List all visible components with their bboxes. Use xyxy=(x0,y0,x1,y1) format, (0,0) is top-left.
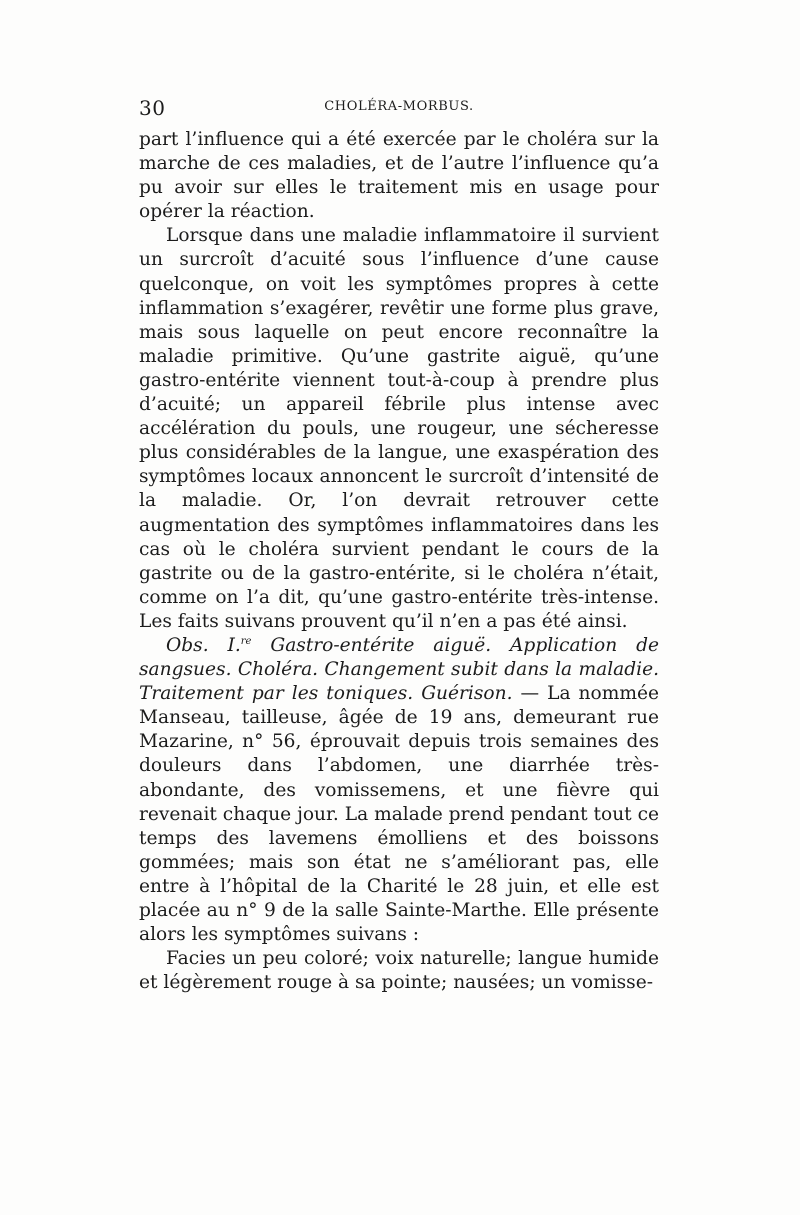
page-header xyxy=(139,96,659,122)
observation-label: Obs. I. xyxy=(166,634,241,656)
paragraph-cholera-vs-inflammation: Lorsque dans une maladie inflammatoire il survient un surcroît d’acuité sous l’influence d’une cause quelconque, on voit les symptômes propres à cette inflammation s’exagérer, revêtir une forme plus grave, mais sous laquelle on peut encore reconnaître la maladie primitive. Qu’une gastrite aiguë, qu’une gastro-entérite viennent tout-à-coup à prendre plus d’acuité; un appareil fébrile plus intense avec accélération du pouls, une rougeur, une sécheresse plus considérables de la langue, une exaspération des symptômes locaux annoncent le surcroît d’intensité de la maladie. Or, l’on devrait retrouver cette augmentation des symptômes inflammatoires dans les cas où le choléra survient pendant le cours de la gastrite ou de la gastro-entérite, si le choléra n’était, comme on l’a dit, qu’une gastro-entérite très-intense. Les faits suivans prouvent qu’il n’en a pas été ainsi. xyxy=(139,225,659,632)
paragraph-continuation: part l’influence qui a été exercée par le choléra sur la marche de ces maladies, et de l’autre l’influence qu’a pu avoir sur elles le traitement mis en usage pour opérer la réaction. xyxy=(139,129,659,223)
observation-title: Gastro-entérite aiguë. Application de sangsues. Choléra. Changement subit dans la maladie. Traitement par les toniques. Guérison. xyxy=(139,634,660,705)
paragraph-observation-1 xyxy=(139,634,659,947)
page-number: 30 xyxy=(139,96,166,120)
running-title: CHOLÉRA-MORBUS. xyxy=(324,99,474,114)
body-text xyxy=(139,128,659,995)
observation-ordinal: re xyxy=(240,635,252,647)
paragraph-symptoms: Facies un peu coloré; voix naturelle; langue humide et légèrement rouge à sa pointe; nausées; un vomisse- xyxy=(139,948,659,994)
observation-text: — La nommée Manseau, tailleuse, âgée de 19 ans, demeurant rue Mazarine, n° 56, éprouvait depuis trois semaines des douleurs dans l’abdomen, une diarrhée très-abondante, des vomissemens, et une fièvre qui revenait chaque jour. La malade prend pendant tout ce temps des lavemens émolliens et des boissons gommées; mais son état ne s’améliorant pas, elle entre à l’hôpital de la Charité le 28 juin, et elle est placée au n° 9 de la salle Sainte-Marthe. Elle présente alors les symptômes suivans : xyxy=(139,683,659,946)
